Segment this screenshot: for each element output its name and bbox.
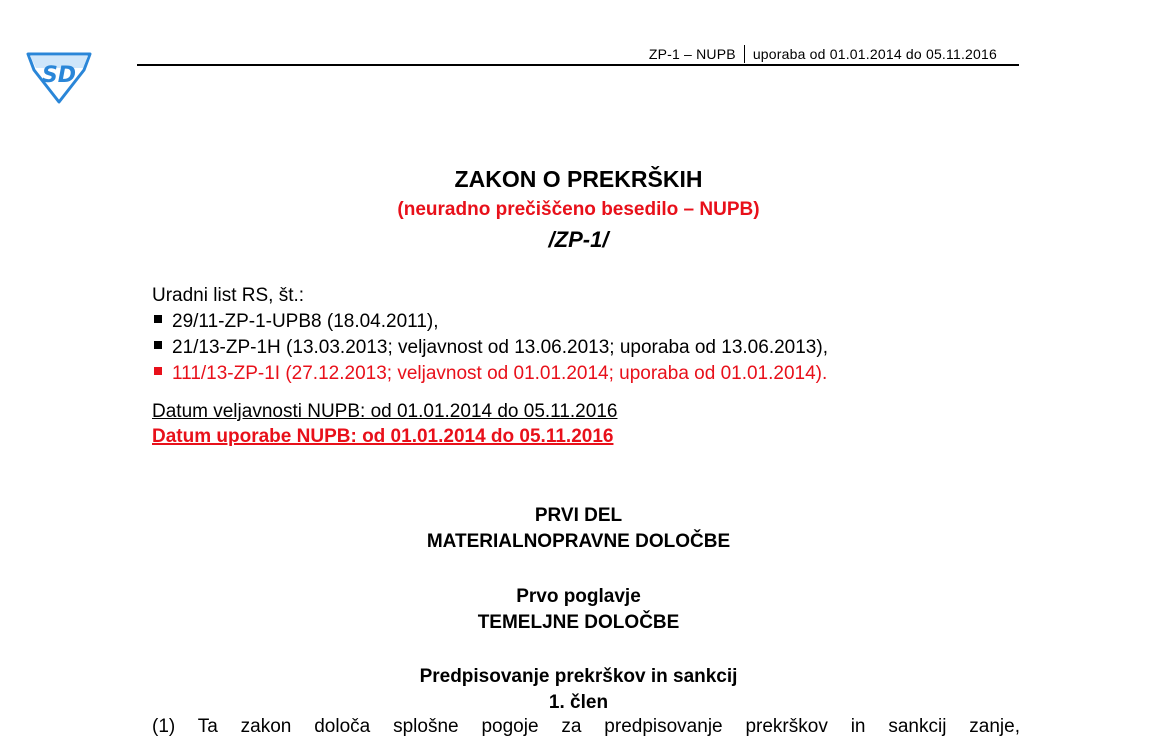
part-name: MATERIALNOPRAVNE DOLOČBE (426, 531, 731, 552)
document-subtitle: (neuradno prečiščeno besedilo – NUPB) (397, 199, 760, 220)
chapter-heading (0, 584, 1157, 636)
usage-date: Datum uporabe NUPB: od 01.01.2014 do 05.11.2016 (152, 426, 614, 447)
gazette-item: 29/11-ZP-1-UPB8 (18.04.2011), (152, 309, 828, 335)
gazette-item: 111/13-ZP-1I (27.12.2013; veljavnost od 01.01.2014; uporaba od 01.01.2014). (152, 361, 828, 387)
article-title: Predpisovanje prekrškov in sankcij (419, 666, 738, 687)
header-code: ZP-1 – NUPB (648, 46, 736, 62)
article-number: 1. člen (548, 692, 609, 713)
svg-text:SD: SD (41, 63, 77, 88)
gazette-label: Uradni list RS, št.: (152, 285, 305, 306)
page-header (649, 45, 997, 63)
validity-date: Datum veljavnosti NUPB: od 01.01.2014 do 05.11.2016 (152, 401, 618, 422)
chapter-name: TEMELJNE DOLOČBE (477, 612, 680, 633)
chapter-number: Prvo poglavje (516, 586, 641, 607)
header-usage: uporaba od 01.01.2014 do 05.11.2016 (752, 46, 997, 62)
header-separator (744, 45, 745, 63)
bullet-icon (154, 367, 162, 375)
gazette-item: 21/13-ZP-1H (13.03.2013; veljavnost od 13.06.2013; uporaba od 13.06.2013), (152, 335, 828, 361)
bullet-icon (154, 341, 162, 349)
part-number: PRVI DEL (534, 505, 623, 526)
article-heading (0, 664, 1157, 716)
validity-dates (152, 399, 617, 449)
document-title: ZAKON O PREKRŠKIH (454, 166, 703, 192)
bullet-icon (154, 315, 162, 323)
part-heading (0, 503, 1157, 555)
document-abbreviation: /ZP-1/ (548, 227, 609, 252)
official-gazette-list (152, 283, 828, 387)
article-paragraph: (1) Ta zakon določa splošne pogoje za predpisovanje prekrškov in sankcij zanje, (152, 716, 1020, 737)
sd-shield-logo-icon (22, 48, 96, 104)
header-rule (137, 64, 1019, 66)
